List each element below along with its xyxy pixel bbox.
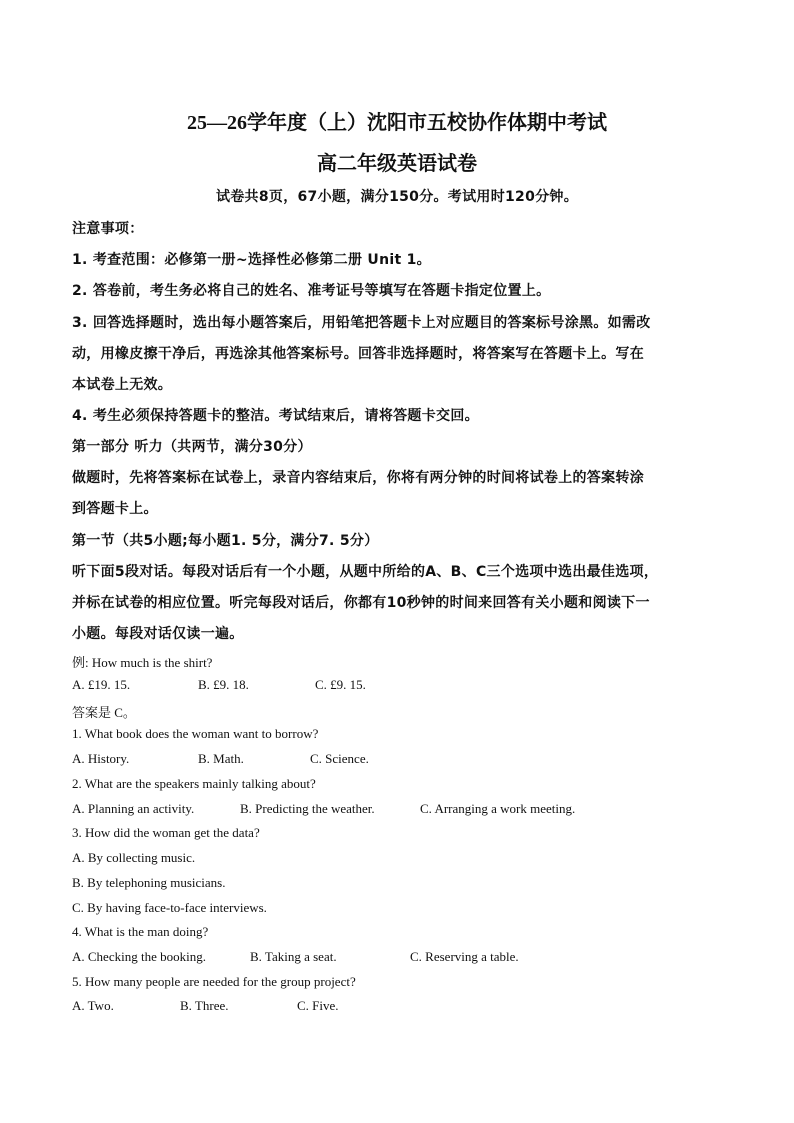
section1-instruction: 小题。每段对话仅读一遍。 bbox=[72, 626, 244, 642]
question-3: 3. How did the woman get the data? bbox=[72, 825, 260, 840]
question-3-option-c: C. By having face-to-face interviews. bbox=[72, 900, 267, 915]
part1-heading: 第一部分 听力（共两节，满分30分） bbox=[72, 439, 312, 455]
question-4-option-b: B. Taking a seat. bbox=[250, 949, 337, 964]
part1-instruction: 做题时，先将答案标在试卷上，录音内容结束后，你将有两分钟的时间将试卷上的答案转涂 bbox=[72, 470, 644, 486]
exam-info: 试卷共8页，67小题，满分150分。考试用时120分钟。 bbox=[215, 189, 579, 205]
question-5-option-a: A. Two. bbox=[72, 998, 114, 1013]
section1-instruction: 听下面5段对话。每段对话后有一个小题，从题中所给的A、B、C三个选项中选出最佳选项， bbox=[72, 564, 659, 580]
note-item: 1. 考查范围：必修第一册~选择性必修第二册 Unit 1。 bbox=[72, 252, 431, 268]
question-5: 5. How many people are needed for the group project? bbox=[72, 974, 356, 989]
example-option-a: A. £19. 15. bbox=[72, 677, 131, 692]
note-item: 动，用橡皮擦干净后，再选涂其他答案标号。回答非选择题时，将答案写在答题卡上。写在 bbox=[72, 346, 644, 362]
question-4: 4. What is the man doing? bbox=[72, 924, 209, 939]
exam-title: 25—26学年度（上）沈阳市五校协作体期中考试 bbox=[187, 112, 607, 134]
section1-instruction: 并标在试卷的相应位置。听完每段对话后，你都有10秒钟的时间来回答有关小题和阅读下一 bbox=[72, 595, 650, 611]
question-1-option-c: C. Science. bbox=[310, 751, 369, 766]
note-item: 4. 考生必须保持答题卡的整洁。考试结束后，请将答题卡交回。 bbox=[72, 408, 479, 424]
exam-subtitle: 高二年级英语试卷 bbox=[317, 153, 477, 175]
example-question: 例: How much is the shirt? bbox=[72, 655, 213, 670]
note-item: 2. 答卷前，考生务必将自己的姓名、准考证号等填写在答题卡指定位置上。 bbox=[72, 283, 551, 299]
question-2-option-a: A. Planning an activity. bbox=[72, 801, 195, 816]
question-3-option-a: A. By collecting music. bbox=[72, 850, 196, 865]
example-option-b: B. £9. 18. bbox=[198, 677, 249, 692]
question-5-option-c: C. Five. bbox=[297, 998, 339, 1013]
note-item: 3. 回答选择题时，选出每小题答案后，用铅笔把答题卡上对应题目的答案标号涂黑。如需改 bbox=[72, 315, 651, 331]
notes-heading: 注意事项： bbox=[72, 221, 144, 237]
question-2-option-c: C. Arranging a work meeting. bbox=[420, 801, 576, 816]
part1-instruction: 到答题卡上。 bbox=[72, 501, 158, 517]
question-4-option-a: A. Checking the booking. bbox=[72, 949, 206, 964]
question-5-option-b: B. Three. bbox=[180, 998, 229, 1013]
question-2-option-b: B. Predicting the weather. bbox=[240, 801, 375, 816]
note-item: 本试卷上无效。 bbox=[72, 377, 173, 393]
question-1-option-b: B. Math. bbox=[198, 751, 244, 766]
question-4-option-c: C. Reserving a table. bbox=[410, 949, 519, 964]
question-3-option-b: B. By telephoning musicians. bbox=[72, 875, 226, 890]
question-2: 2. What are the speakers mainly talking about? bbox=[72, 776, 316, 791]
example-option-c: C. £9. 15. bbox=[315, 677, 366, 692]
section1-heading: 第一节（共5小题;每小题1. 5分，满分7. 5分） bbox=[72, 533, 379, 549]
question-1: 1. What book does the woman want to borrow? bbox=[72, 726, 319, 741]
question-1-option-a: A. History. bbox=[72, 751, 130, 766]
example-answer: 答案是 C。 bbox=[72, 705, 136, 720]
